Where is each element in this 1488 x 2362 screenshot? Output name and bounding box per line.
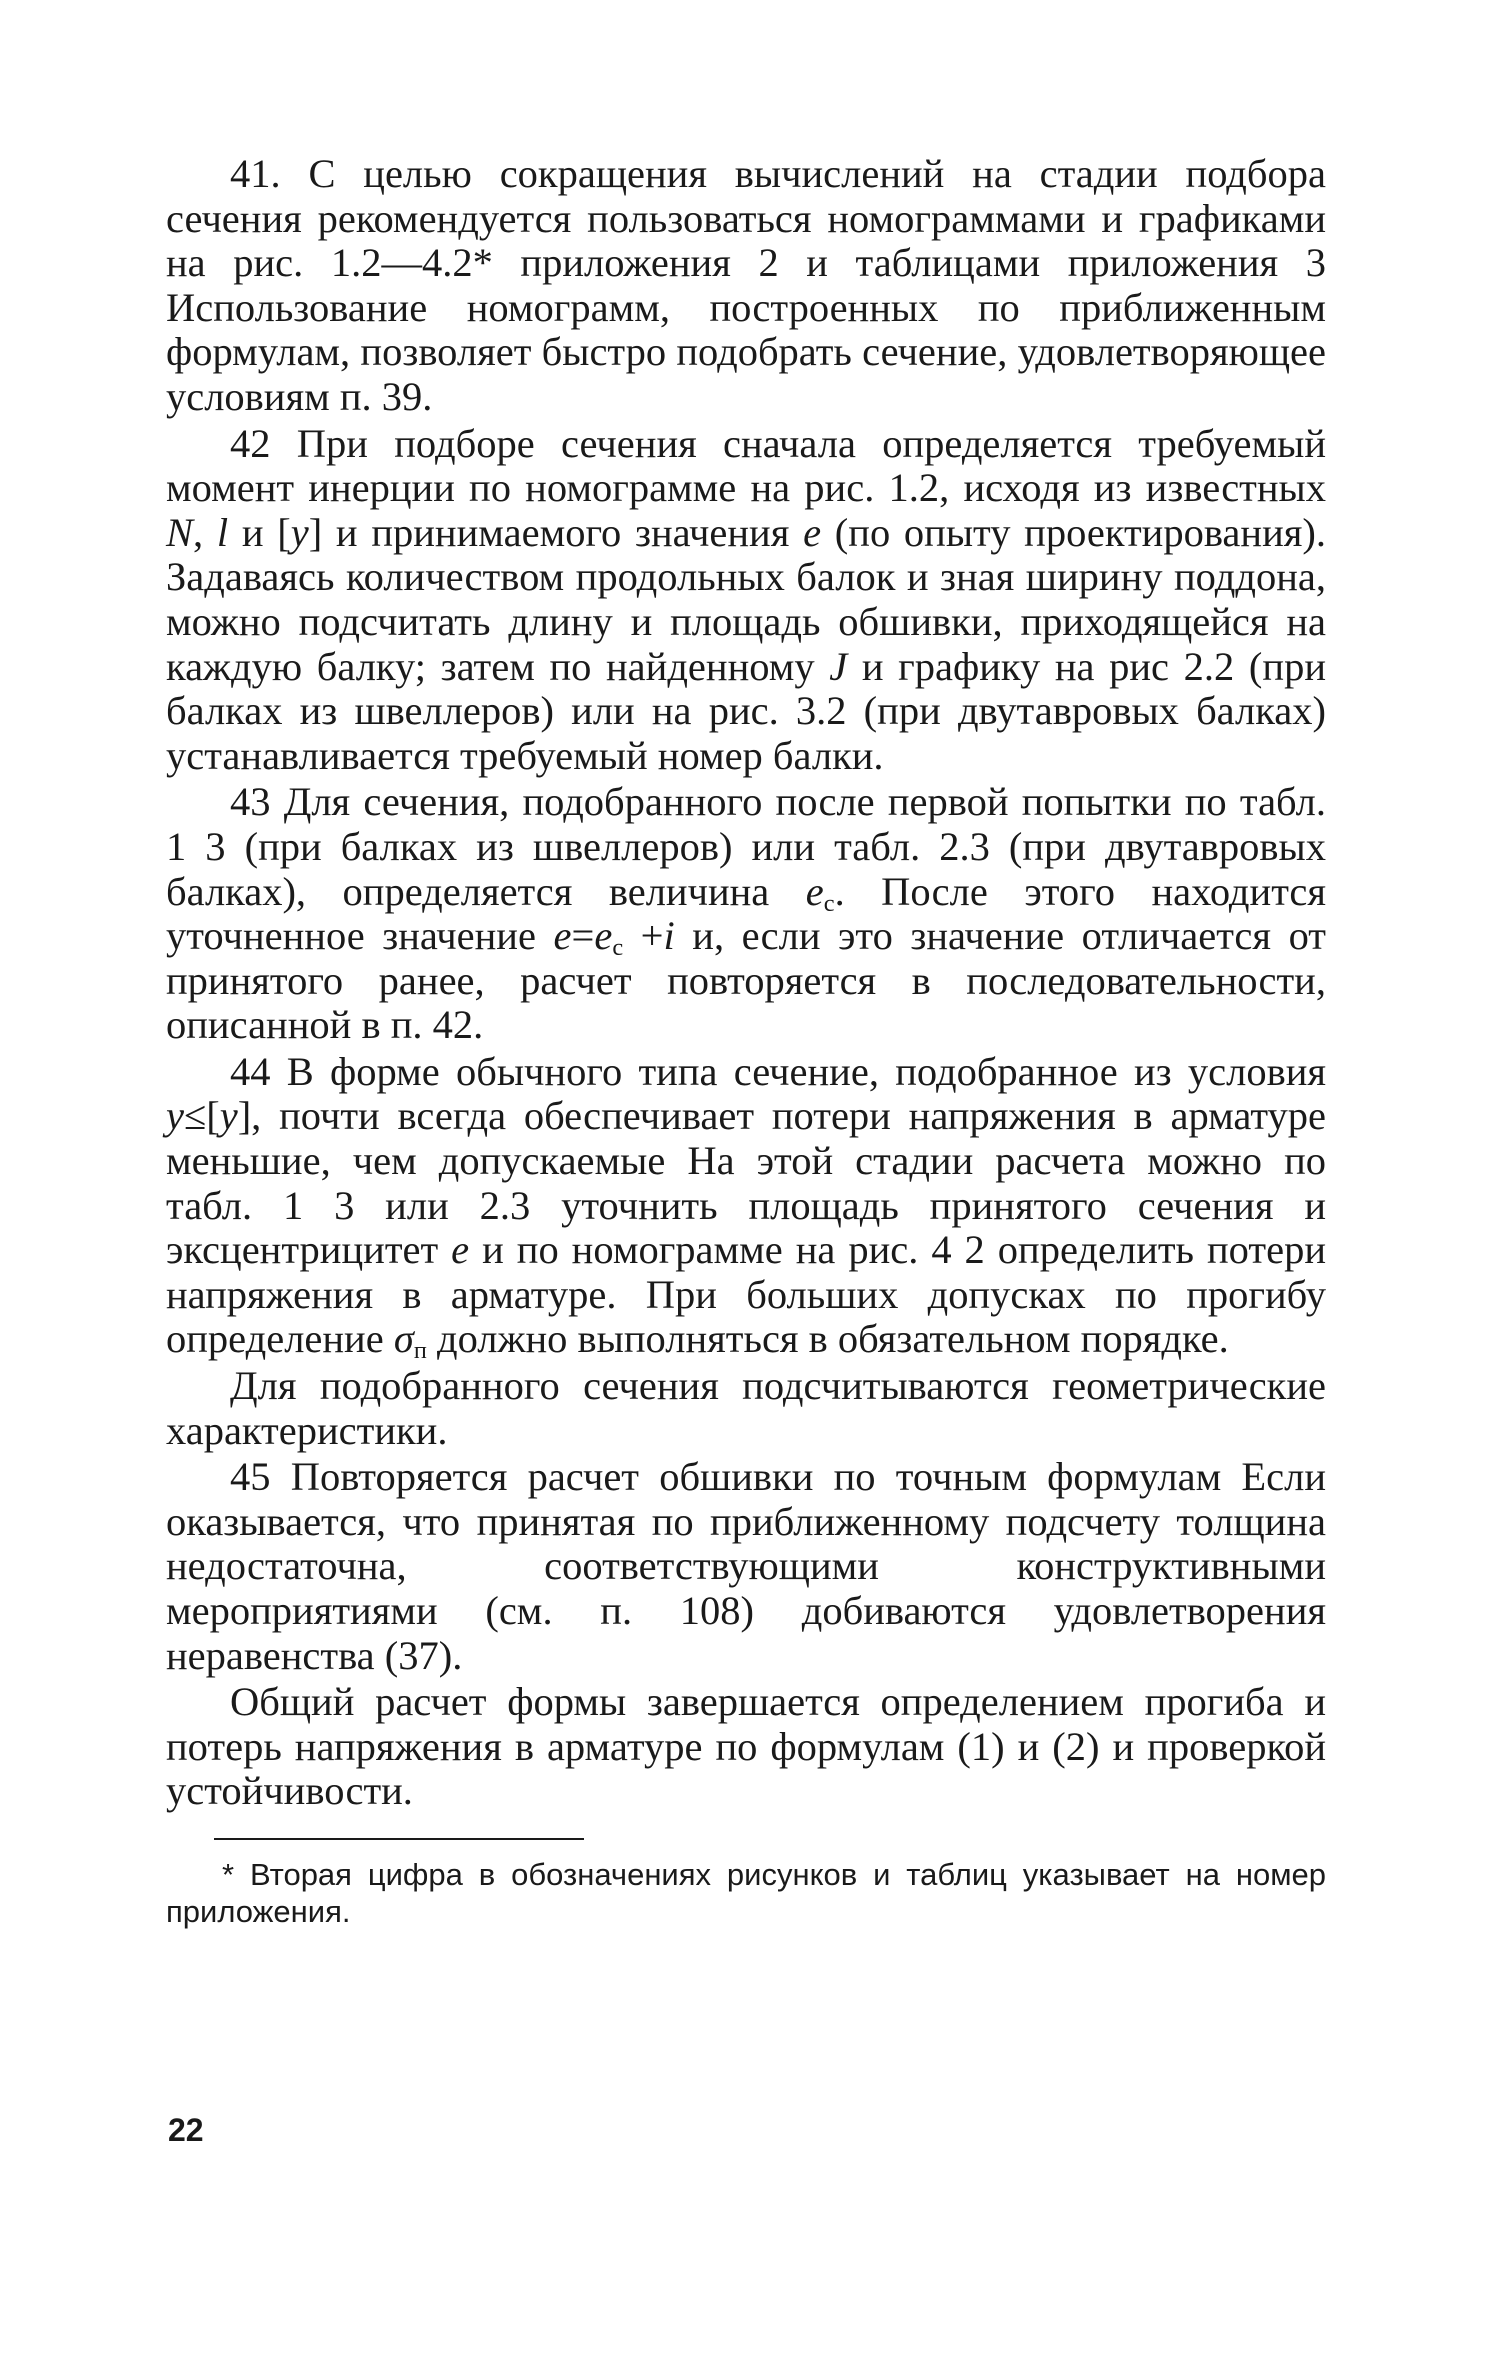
- page-number: 22: [168, 2112, 204, 2148]
- italic-run: e: [805, 868, 824, 914]
- body-text: [166, 152, 1326, 1814]
- italic-run: e: [803, 509, 822, 555]
- text-run: ≤[: [183, 1093, 220, 1139]
- text-run: 42 При подборе сечения сначала определяется требуемый момент инерции по номограмме на рис. 1.2, исходя из известных: [166, 420, 1326, 511]
- footnote: * Вторая цифра в обозначениях рисунков и таблиц указывает на номер приложения.: [166, 1856, 1326, 1929]
- italic-run: e: [451, 1227, 470, 1273]
- text-run: ], почти всегда обеспечивает потери напряжения в арматуре меньшие, чем допускаемые На этой стадии расчета можно по табл. 1 3 или 2.3 уточнить площадь принятого сечения и эксцентрицитет: [166, 1093, 1326, 1273]
- document-page: [166, 152, 1326, 1930]
- footnote-divider: [214, 1838, 584, 1840]
- text-run: и, если это значение отличается от принятого ранее, расчет повторяется в последовательности, описанной в п. 42.: [166, 913, 1326, 1048]
- paragraph-p42: [166, 422, 1326, 779]
- text-run: Общий расчет формы завершается определением прогиба и потерь напряжения в арматуре по формулам (1) и (2) и проверкой устойчивости.: [166, 1679, 1326, 1814]
- italic-run: i: [663, 913, 675, 959]
- paragraph-p41: [166, 152, 1326, 420]
- paragraph-p44b: [166, 1364, 1326, 1453]
- italic-run: y: [290, 509, 309, 555]
- italic-run: e: [594, 913, 613, 959]
- subscript-run: c: [823, 889, 835, 917]
- subscript-run: c: [612, 934, 624, 962]
- italic-run: σ: [393, 1316, 414, 1362]
- text-run: должно выполняться в обязательном порядке.: [426, 1316, 1229, 1362]
- paragraph-p43: [166, 780, 1326, 1048]
- text-run: =: [571, 913, 595, 959]
- paragraph-p46: [166, 1680, 1326, 1814]
- text-run: ,: [193, 509, 217, 555]
- text-run: +: [623, 913, 664, 959]
- text-run: Для подобранного сечения подсчитываются геометрические характеристики.: [166, 1363, 1326, 1453]
- italic-run: J: [829, 643, 848, 689]
- italic-run: N: [166, 509, 194, 555]
- text-run: 41. С целью сокращения вычислений на стадии подбора сечения рекомендуется пользоваться номограммами и графиками на рис. 1.2—4.2* приложения 2 и таблицами приложения 3 Использование номограмм, построенных по приближенным формулам, позволяет быстро подобрать сечение, удовлетворяющее условиям п. 39.: [166, 151, 1326, 419]
- italic-run: y: [166, 1093, 184, 1139]
- text-run: и [: [228, 509, 291, 555]
- italic-run: y: [219, 1093, 238, 1139]
- text-run: ] и принимаемого значения: [308, 509, 804, 555]
- subscript-run: п: [413, 1337, 427, 1365]
- text-run: и по номограмме на рис. 4 2 определить потери напряжения в арматуре. При больших допусках по прогибу определение: [166, 1227, 1326, 1362]
- italic-run: l: [216, 509, 229, 555]
- paragraph-p44: [166, 1048, 1326, 1365]
- paragraph-p45: [166, 1455, 1326, 1678]
- text-run: . После этого находится уточненное значение: [166, 868, 1327, 959]
- text-run: 44 В форме обычного типа сечение, подобранное из условия: [230, 1048, 1326, 1094]
- text-run: 45 Повторяется расчет обшивки по точным формулам Если оказывается, что принятая по приближенному подсчету толщина недостаточна, соответствующими конструктивными мероприятиями (см. п. 108) добиваются удовлетворения неравенства (37).: [166, 1454, 1326, 1678]
- text-run: (по опыту проектирования). Задаваясь количеством продольных балок и зная ширину поддона, можно подсчитать длину и площадь обшивки, приходящейся на каждую балку; затем по найденному: [166, 509, 1326, 689]
- text-run: и графику на рис 2.2 (при балках из швеллеров) или на рис. 3.2 (при двутавровых балках) устанавливается требуемый номер балки.: [166, 643, 1326, 778]
- italic-run: e: [553, 913, 572, 959]
- text-run: 43 Для сечения, подобранного после первой попытки по табл. 1 3 (при балках из швеллеров) или табл. 2.3 (при двутавровых балках), определяется величина: [166, 779, 1326, 914]
